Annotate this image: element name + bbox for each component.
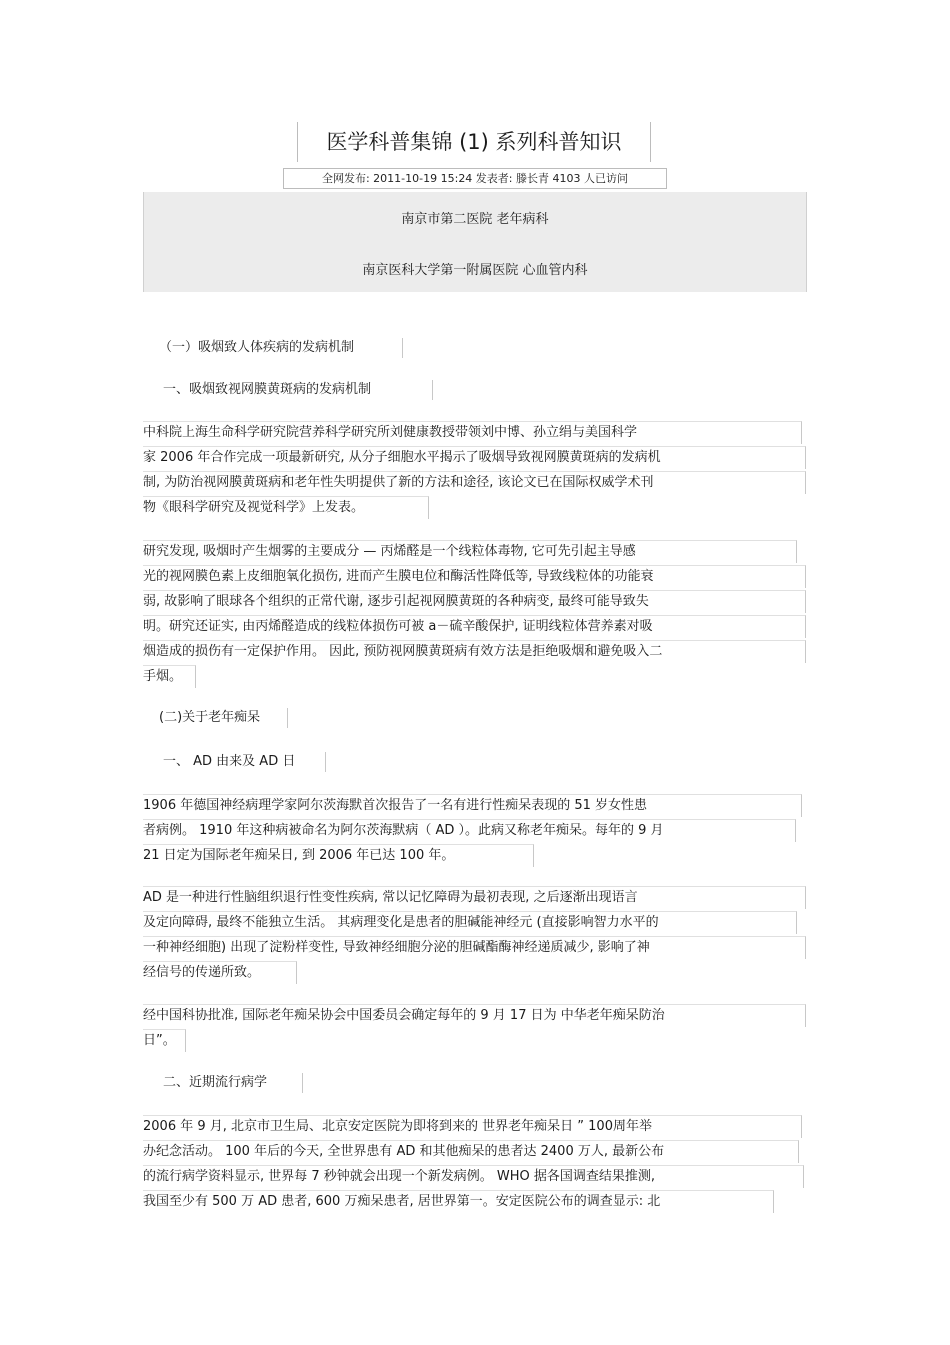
paragraph-line: 手烟。 — [143, 665, 196, 688]
paragraph-line: 21 日定为国际老年痴呆日, 到 2006 年已达 100 年。 — [143, 844, 534, 867]
banner-line-1: 南京市第二医院 老年病科 — [401, 212, 549, 227]
paragraph-line: 经信号的传递所致。 — [143, 961, 297, 984]
paragraph-line: 弱, 故影响了眼球各个组织的正常代谢, 逐步引起视网膜黄斑的各种病变, 最终可能导致失 — [143, 590, 806, 613]
section-subheading: 一、 AD 由来及 AD 日 — [143, 752, 326, 772]
section-heading: （一）吸烟致人体疾病的发病机制 — [143, 338, 403, 358]
paragraph-line: 明。研究还证实, 由丙烯醛造成的线粒体损伤可被 a－硫辛酸保护, 证明线粒体营养素对吸 — [143, 615, 806, 638]
paragraph-line: 光的视网膜色素上皮细胞氧化损伤, 进而产生膜电位和酶活性降低等, 导致线粒体的功能衰 — [143, 565, 806, 588]
section-subheading: 二、近期流行病学 — [143, 1073, 303, 1093]
paragraph-line: 家 2006 年合作完成一项最新研究, 从分子细胞水平揭示了吸烟导致视网膜黄斑病的发病机 — [143, 446, 806, 469]
section-heading: (二)关于老年痴呆 — [143, 708, 288, 728]
paragraph-line: 办纪念活动。 100 年后的今天, 全世界患有 AD 和其他痴呆的患者达 2400 万人, 最新公布 — [143, 1140, 799, 1163]
author-banner — [143, 192, 807, 292]
paragraph-line: AD 是一种进行性脑组织退行性变性疾病, 常以记忆障碍为最初表现, 之后逐渐出现语言 — [143, 886, 806, 909]
article-title: 医学科普集锦 (1) 系列科普知识 — [297, 122, 651, 162]
section-subheading: 一、吸烟致视网膜黄斑病的发病机制 — [143, 380, 433, 400]
paragraph-line: 制, 为防治视网膜黄斑病和老年性失明提供了新的方法和途径, 该论文已在国际权威学术刊 — [143, 471, 806, 494]
banner-line-2: 南京医科大学第一附属医院 心血管内科 — [362, 263, 588, 278]
paragraph-line: 一种神经细胞) 出现了淀粉样变性, 导致神经细胞分泌的胆碱酯酶神经递质减少, 影响了神 — [143, 936, 806, 959]
paragraph-line: 研究发现, 吸烟时产生烟雾的主要成分 — 丙烯醛是一个线粒体毒物, 它可先引起主导感 — [143, 540, 797, 563]
paragraph-line: 2006 年 9 月, 北京市卫生局、北京安定医院为即将到来的 世界老年痴呆日 ” 100周年举 — [143, 1115, 802, 1138]
paragraph-line: 1906 年德国神经病理学家阿尔茨海默首次报告了一名有进行性痴呆表现的 51 岁女性患 — [143, 794, 802, 817]
paragraph-line: 经中国科协批准, 国际老年痴呆协会中国委员会确定每年的 9 月 17 日为 中华老年痴呆防治 — [143, 1004, 806, 1027]
paragraph-line: 烟造成的损伤有一定保护作用。 因此, 预防视网膜黄斑病有效方法是拒绝吸烟和避免吸入二 — [143, 640, 806, 663]
paragraph-line: 我国至少有 500 万 AD 患者, 600 万痴呆患者, 居世界第一。安定医院公布的调查显示: 北 — [143, 1190, 774, 1213]
paragraph-line: 日”。 — [143, 1029, 186, 1052]
paragraph-line: 及定向障碍, 最终不能独立生活。 其病理变化是患者的胆碱能神经元 (直接影响智力水平的 — [143, 911, 797, 934]
article-meta: 全网发布: 2011-10-19 15:24 发表者: 滕长青 4103 人已访问 — [283, 168, 667, 189]
paragraph-line: 物《眼科学研究及视觉科学》上发表。 — [143, 496, 429, 519]
paragraph-line: 中科院上海生命科学研究院营养科学研究所刘健康教授带领刘中博、孙立绢与美国科学 — [143, 421, 802, 444]
paragraph-line: 的流行病学资料显示, 世界每 7 秒钟就会出现一个新发病例。 WHO 据各国调查结果推测, — [143, 1165, 804, 1188]
paragraph-line: 者病例。 1910 年这种病被命名为阿尔茨海默病（ AD ）。此病又称老年痴呆。每年的 9 月 — [143, 819, 796, 842]
